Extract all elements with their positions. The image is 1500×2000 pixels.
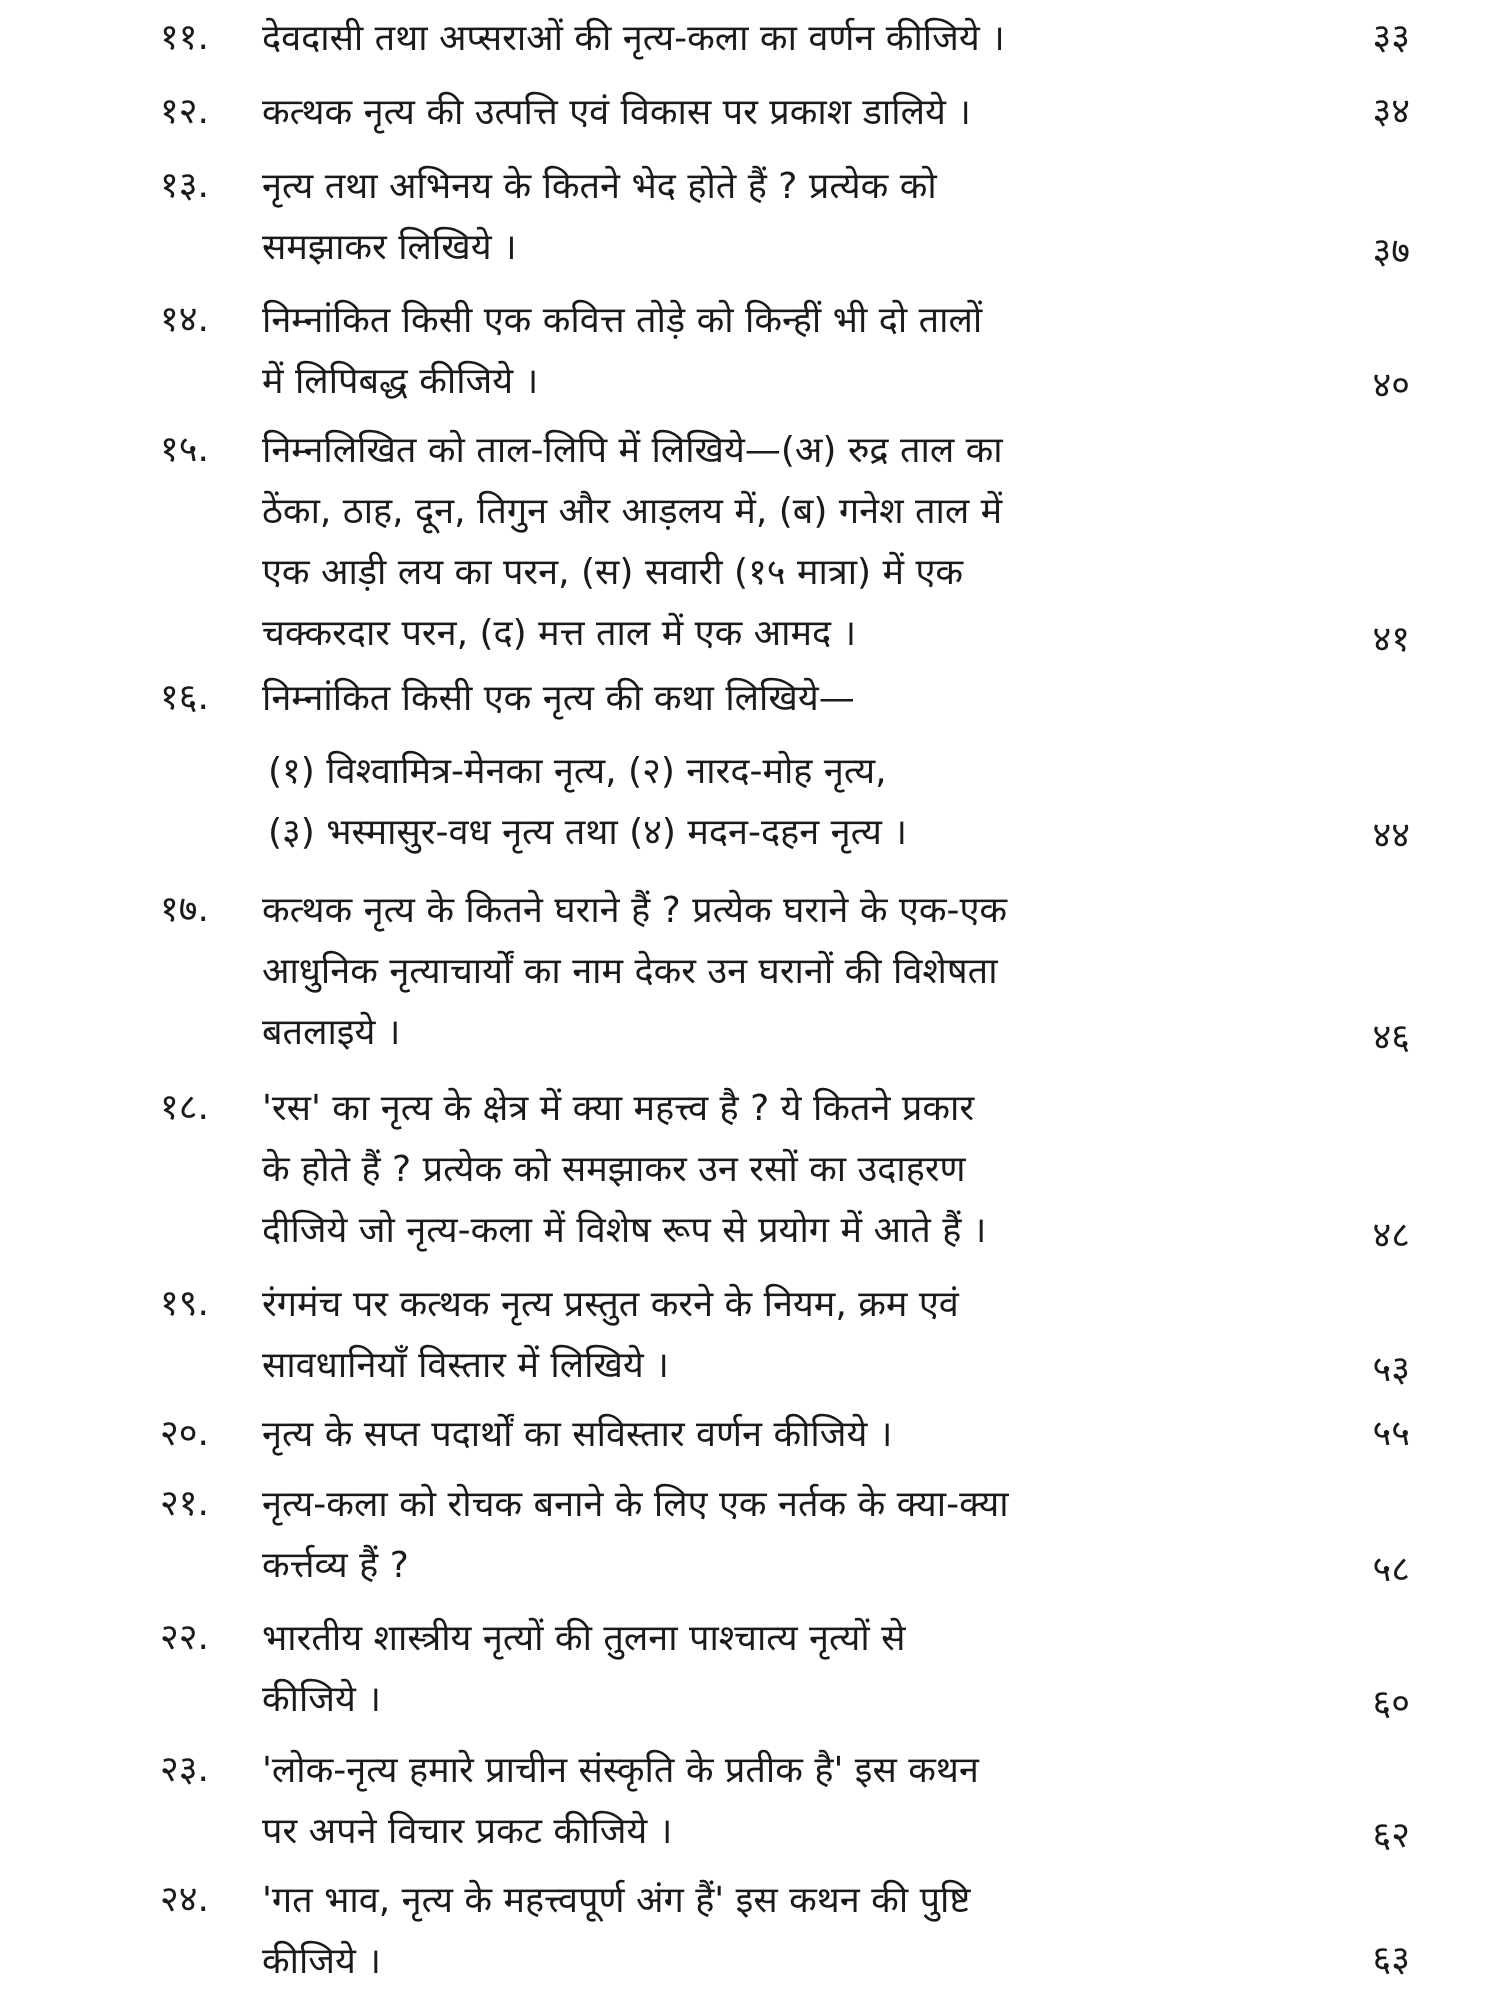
entry-text bbox=[262, 1274, 1272, 1396]
entry-page-number: ५३ bbox=[1372, 1349, 1410, 1390]
entry-sub-line: (३) भस्मासुर-वध नृत्य तथा (४) मदन-दहन नृत्य । bbox=[268, 812, 908, 853]
entry-text bbox=[262, 82, 1272, 143]
entry-line: के होते हैं ? प्रत्येक को समझाकर उन रसों का उदाहरण bbox=[262, 1149, 966, 1190]
entry-number: १३. bbox=[160, 165, 209, 206]
entry-page-number: ३३ bbox=[1372, 17, 1410, 58]
entry-number: १७. bbox=[160, 889, 209, 930]
entry-line: 'रस' का नृत्य के क्षेत्र में क्या महत्त्व है ? ये कितने प्रकार bbox=[262, 1088, 975, 1129]
entry-page-number: ५५ bbox=[1372, 1413, 1410, 1454]
entry-text bbox=[262, 1078, 1272, 1261]
entry-text bbox=[262, 1870, 1272, 1992]
entry-line: में लिपिबद्ध कीजिये । bbox=[262, 361, 539, 402]
entry-page-number: ५८ bbox=[1372, 1549, 1410, 1590]
entry-page-number: ४० bbox=[1372, 365, 1410, 406]
entry-text bbox=[262, 1404, 1272, 1465]
entry-text bbox=[262, 880, 1272, 1063]
entry-page-number: ६२ bbox=[1372, 1815, 1410, 1856]
entry-line: कत्थक नृत्य की उत्पत्ति एवं विकास पर प्रकाश डालिये । bbox=[262, 92, 971, 133]
entry-text bbox=[262, 1608, 1272, 1730]
entry-line: दीजिये जो नृत्य-कला में विशेष रूप से प्रयोग में आते हैं । bbox=[262, 1210, 987, 1251]
entry-page-number: ६३ bbox=[1372, 1939, 1410, 1980]
entry-page-number: ४६ bbox=[1372, 1017, 1410, 1058]
entry-number: १९. bbox=[160, 1283, 209, 1324]
entry-line: पर अपने विचार प्रकट कीजिये । bbox=[262, 1811, 673, 1852]
entry-line: बतलाइये । bbox=[262, 1012, 401, 1053]
entry-line: नृत्य तथा अभिनय के कितने भेद होते हैं ? प्रत्येक को bbox=[262, 166, 937, 207]
entry-number: १८. bbox=[160, 1087, 209, 1128]
entry-page-number: ४८ bbox=[1372, 1215, 1410, 1256]
entry-line: ठेंका, ठाह, दून, तिगुन और आड़लय में, (ब) गनेश ताल में bbox=[262, 491, 1003, 532]
entry-page-number: ६० bbox=[1372, 1683, 1410, 1724]
entry-text bbox=[262, 668, 1272, 863]
entry-number: ११. bbox=[160, 17, 209, 58]
entry-page-number: ४४ bbox=[1372, 815, 1410, 856]
entry-line: कत्थक नृत्य के कितने घराने हैं ? प्रत्येक घराने के एक-एक bbox=[262, 890, 1008, 931]
entry-number: २०. bbox=[160, 1413, 209, 1454]
entry-line: चक्करदार परन, (द) मत्त ताल में एक आमद । bbox=[262, 613, 857, 654]
entry-number: १६. bbox=[160, 677, 209, 718]
entry-line: कर्त्तव्य हैं ? bbox=[262, 1545, 409, 1586]
entry-text bbox=[262, 156, 1272, 278]
entry-number: २२. bbox=[160, 1617, 209, 1658]
entry-line: भारतीय शास्त्रीय नृत्यों की तुलना पाश्चात्य नृत्यों से bbox=[262, 1618, 906, 1659]
entry-line: आधुनिक नृत्याचार्यों का नाम देकर उन घरानों की विशेषता bbox=[262, 951, 998, 992]
entry-text bbox=[262, 1474, 1272, 1596]
entry-sub-line: (१) विश्वामित्र-मेनका नृत्य, (२) नारद-मोह नृत्य, bbox=[268, 751, 887, 792]
entry-line: 'गत भाव, नृत्य के महत्त्वपूर्ण अंग हैं' इस कथन की पुष्टि bbox=[262, 1880, 971, 1921]
entry-number: १४. bbox=[160, 299, 209, 340]
entry-number: २४. bbox=[160, 1879, 209, 1920]
entry-text bbox=[262, 8, 1272, 69]
entry-page-number: ४१ bbox=[1372, 619, 1410, 660]
entry-line: नृत्य के सप्त पदार्थों का सविस्तार वर्णन कीजिये । bbox=[262, 1414, 893, 1455]
entry-line: निम्नलिखित को ताल-लिपि में लिखिये—(अ) रुद्र ताल का bbox=[262, 430, 1003, 471]
entry-line: कीजिये । bbox=[262, 1941, 381, 1982]
entry-number: २३. bbox=[160, 1749, 209, 1790]
entry-page-number: ३४ bbox=[1372, 91, 1410, 132]
entry-number: १५. bbox=[160, 429, 209, 470]
entry-line: देवदासी तथा अप्सराओं की नृत्य-कला का वर्णन कीजिये । bbox=[262, 18, 1005, 59]
entry-line: कीजिये । bbox=[262, 1679, 381, 1720]
entry-line: रंगमंच पर कत्थक नृत्य प्रस्तुत करने के नियम, क्रम एवं bbox=[262, 1284, 959, 1325]
entry-line: नृत्य-कला को रोचक बनाने के लिए एक नर्तक के क्या-क्या bbox=[262, 1484, 1009, 1525]
entry-text bbox=[262, 290, 1272, 412]
entry-number: २१. bbox=[160, 1483, 209, 1524]
entry-text bbox=[262, 420, 1272, 664]
entry-line: निम्नांकित किसी एक नृत्य की कथा लिखिये— bbox=[262, 678, 855, 719]
entry-line: सावधानियाँ विस्तार में लिखिये । bbox=[262, 1345, 669, 1386]
entry-line: एक आड़ी लय का परन, (स) सवारी (१५ मात्रा) में एक bbox=[262, 552, 964, 593]
entry-line: समझाकर लिखिये । bbox=[262, 227, 517, 268]
entry-number: १२. bbox=[160, 91, 209, 132]
entry-text bbox=[262, 1740, 1272, 1862]
entry-page-number: ३७ bbox=[1372, 231, 1410, 272]
entry-line: निम्नांकित किसी एक कवित्त तोड़े को किन्हीं भी दो तालों bbox=[262, 300, 983, 341]
entry-line: 'लोक-नृत्य हमारे प्राचीन संस्कृति के प्रतीक है' इस कथन bbox=[262, 1750, 979, 1791]
